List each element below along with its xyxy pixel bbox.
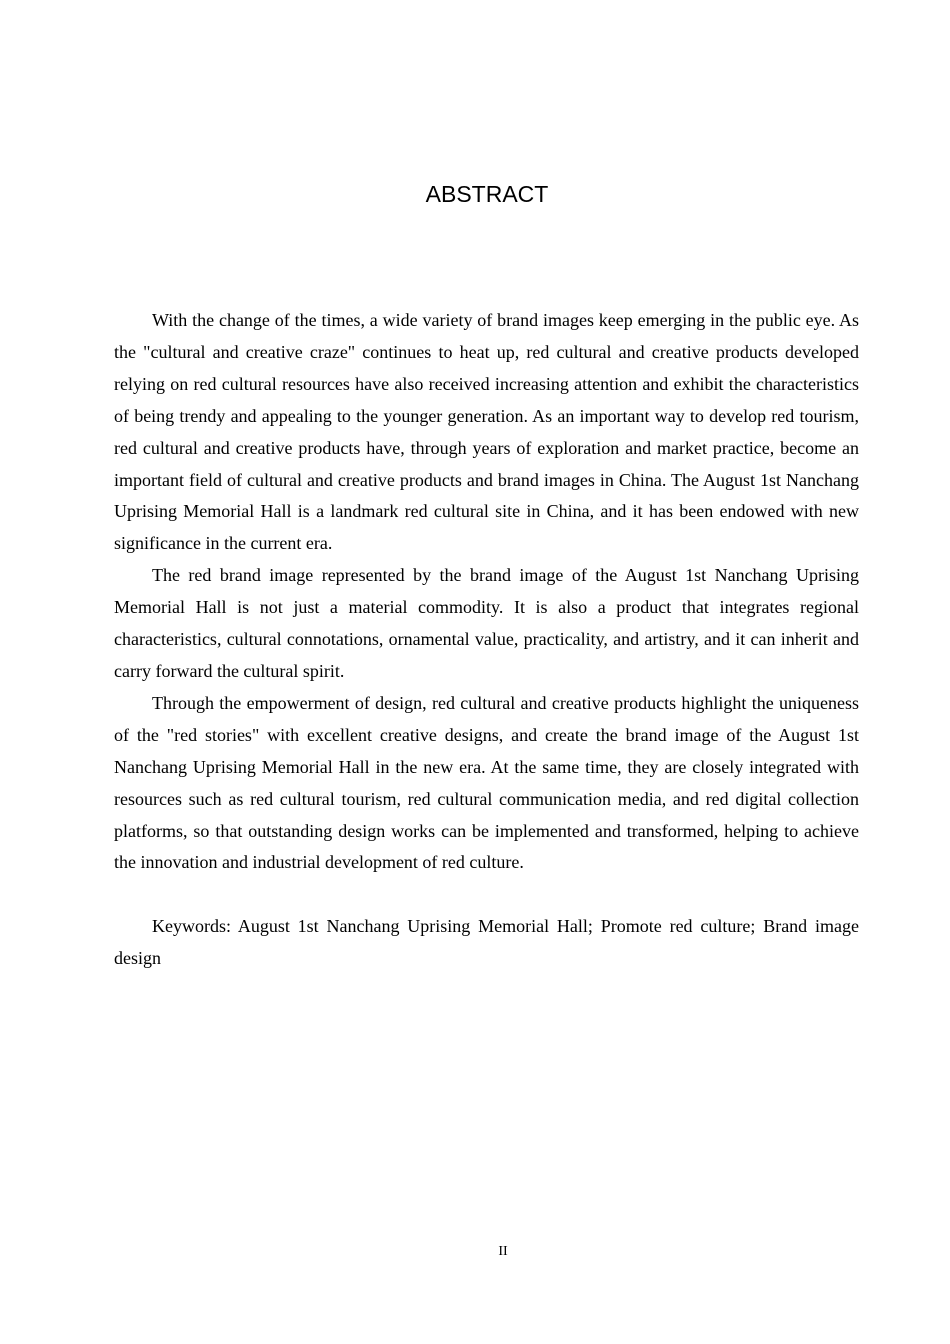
abstract-paragraph: Through the empowerment of design, red cultural and creative products highlight the uniqueness of the "red stories" with excellent creative designs, and create the brand image of the August 1st Nanchang Uprising Memorial Hall in the new era. At the same time, they are closely integrated with resources such as red cultural tourism, red cultural communication media, and red digital collection platforms, so that outstanding design works can be implemented and transformed, helping to achieve the innovation and industrial development of red culture. [114,692,859,873]
abstract-paragraph: With the change of the times, a wide variety of brand images keep emerging in the public eye. As the "cultural and creative craze" continues to heat up, red cultural and creative products developed relying on red cultural resources have also received increasing attention and exhibit the characteristics of being trendy and appealing to the younger generation. As an important way to develop red tourism, red cultural and creative products have, through years of exploration and market practice, become an important field of cultural and creative products and brand images in China. The August 1st Nanchang Uprising Memorial Hall is a landmark red cultural site in China, and it has been endowed with new significance in the current era. [114,310,859,554]
keywords-paragraph: Keywords: August 1st Nanchang Uprising Memorial Hall; Promote red culture; Brand image design [114,916,859,969]
abstract-paragraph: The red brand image represented by the brand image of the August 1st Nanchang Uprising Memorial Hall is not just a material commodity. It is also a product that integrates regional characteristics, cultural connotations, ornamental value, practicality, and artistry, and it can inherit and carry forward the cultural spirit. [114,565,859,681]
abstract-title: ABSTRACT [425,181,549,207]
page-number: II [498,1244,508,1259]
abstract-body [114,305,859,975]
